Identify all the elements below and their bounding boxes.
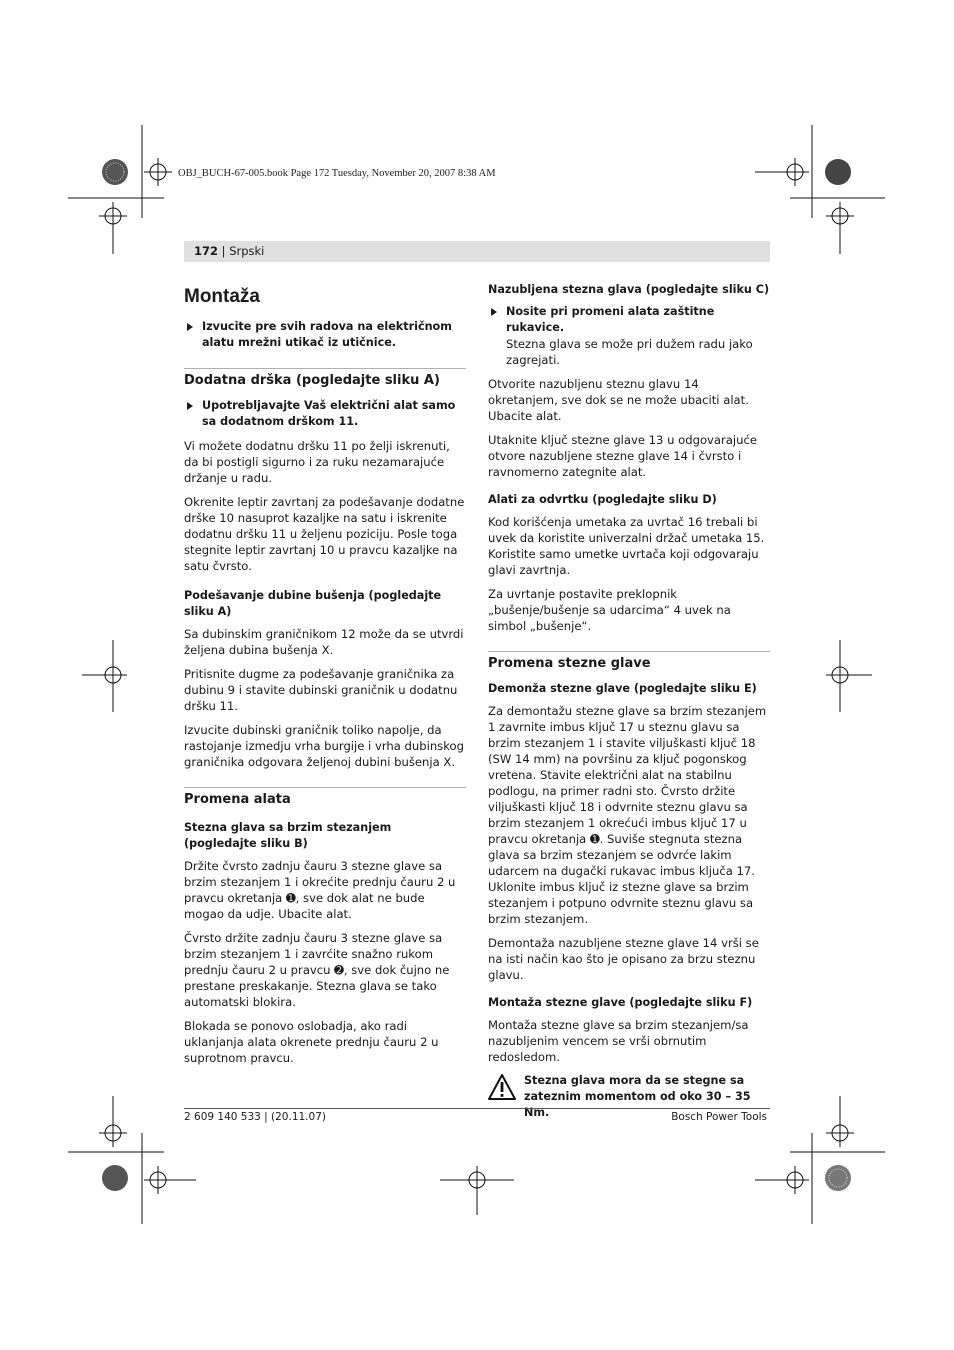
bullet-text: Upotrebljavajte Vaš električni alat samo sa dodatnom drškom 11. [202, 399, 456, 428]
page-number: 172 [194, 244, 219, 258]
subheading-chuck-removal: Demonža stezne glave (pogledajte sliku E) [488, 682, 757, 695]
paragraph: Demontaža nazubljene stezne glave 14 vrši se na isti način kao što je opisano za brzu steznu glavu. [488, 936, 759, 982]
warning-text: Stezna glava mora da se stegne sa zateznim momentom od oko 30 – 35 Nm. [524, 1074, 751, 1119]
subheading-key-type-chuck: Nazubljena stezna glava (pogledajte sliku C) [488, 283, 770, 296]
paragraph: Montaža stezne glave sa brzim stezanjem/sa nazubljenim vencem se vrši obrnutim redosledom. [488, 1018, 749, 1064]
page-title: Montaža [184, 286, 260, 307]
paragraph: Otvorite nazubljenu steznu glavu 14 okretanjem, sve dok se ne može ubaciti alat. Ubacite alat. [488, 377, 749, 423]
paragraph: Okrenite leptir zavrtanj za podešavanje dodatne drške 10 nasuprot kazaljke na satu i iskrenite dodatnu dršku 11 u željenu poziciju. Posle toga stegnite leptir zavrtanj 10 u pravcu kazaljke na satu čvrsto. [184, 495, 465, 573]
footer-doc-number: 2 609 140 533 | (20.11.07) [184, 1111, 326, 1123]
header-language: Srpski [229, 244, 265, 258]
paragraph: Kod korišćenja umetaka za uvrtač 16 trebali bi uvek da koristite univerzalni držač umetaka 15. Koristite samo umetke uvrtača koji odgovaraju glavi zavrtnja. [488, 515, 765, 577]
paragraph: Za uvrtanje postavite preklopnik „bušenje/bušenje sa udarcima“ 4 uvek na simbol „bušenje“. [488, 587, 731, 633]
subheading-drilling-depth: Podešavanje dubine bušenja (pogledajte sliku A) [184, 589, 442, 618]
subheading-keyless-chuck: Stezna glava sa brzim stezanjem (pogledajte sliku B) [184, 821, 392, 850]
bullet-note: Stezna glava se može pri dužem radu jako zagrejati. [506, 337, 753, 367]
left-column [184, 282, 466, 1074]
footer-brand: Bosch Power Tools [671, 1111, 767, 1123]
paragraph: Držite čvrsto zadnju čauru 3 stezne glave sa brzim stezanjem 1 i okrećite prednju čauru 2 u pravcu okretanja ➊, sve dok alat ne bude mogao da udje. Ubacite alat. [184, 859, 456, 921]
section-heading-auxiliary-handle: Dodatna drška (pogledajte sliku A) [184, 368, 466, 389]
handle-bullet [184, 398, 466, 430]
bullet-arrow-icon [491, 308, 497, 316]
header-separator: | [218, 244, 230, 258]
paragraph: Čvrsto držite zadnju čauru 3 stezne glave sa brzim stezanjem 1 i zavrćite snažno rukom prednju čauru 2 u pravcu ➋, sve dok čujno ne prestane preskakanje. Stezna glava se tako automatski blokira. [184, 931, 450, 1009]
warning-triangle-icon [488, 1073, 516, 1101]
section-heading-tool-change: Promena alata [184, 787, 466, 808]
section-heading-chuck-change: Promena stezne glave [488, 651, 770, 672]
bullet-arrow-icon [187, 323, 193, 331]
gloves-bullet [488, 304, 770, 368]
warning-bullet [184, 319, 466, 351]
warning-text: Izvucite pre svih radova na električnom alatu mrežni utikač iz utičnice. [202, 320, 452, 349]
page-header-text [194, 244, 264, 258]
bullet-text: Nosite pri promeni alata zaštitne rukavice. [506, 305, 715, 334]
print-info-line: OBJ_BUCH-67-005.book Page 172 Tuesday, November 20, 2007 8:38 AM [178, 168, 496, 179]
paragraph: Pritisnite dugme za podešavanje graničnika za dubinu 9 i stavite dubinski graničnik u dodatnu dršku 11. [184, 667, 458, 713]
paragraph: Vi možete dodatnu dršku 11 po želji iskrenuti, da bi postigli sigurno i za ruku nezamarajuće držanje u radu. [184, 439, 450, 485]
subheading-screwdriver-bits: Alati za odvrtku (pogledajte sliku D) [488, 493, 717, 506]
bullet-arrow-icon [187, 402, 193, 410]
page-header-bar [184, 241, 770, 262]
right-column [488, 282, 770, 1121]
paragraph: Izvucite dubinski graničnik toliko napolje, da rastojanje izmedju vrha burgije i vrha dubinskog graničnika odgovara željenoj dubini bušenja X. [184, 723, 464, 769]
subheading-chuck-mounting: Montaža stezne glave (pogledajte sliku F) [488, 996, 753, 1009]
paragraph: Blokada se ponovo oslobadja, ako radi uklanjanja alata okrenete prednju čauru 2 u suprotnom pravcu. [184, 1019, 439, 1065]
paragraph: Za demontažu stezne glave sa brzim stezanjem 1 zavrnite imbus ključ 17 u steznu glavu sa brzim stezanjem 1 i stavite viljuškasti ključ 18 (SW 14 mm) na površinu za ključ pogonskog vretena. Stavite električni alat na stabilnu podlogu, na primer radni sto. Čvrsto držite viljuškasti ključ 18 i odvrnite steznu glavu sa brzim stezanjem 1 okrećući imbus ključ 17 u pravcu okretanja ➊. Suviše stegnuta stezna glava sa brzim stezanjem se odvrće lakim udarcem na dugački rukavac imbus ključa 17. Uklonite imbus ključ iz stezne glave sa brzim stezanjem i potpuno odvrnite steznu glavu sa brzim stezanjem. [488, 704, 767, 926]
page-footer [184, 1108, 770, 1123]
paragraph: Utaknite ključ stezne glave 13 u odgovarajuće otvore nazubljene stezne glave 14 i čvrsto i ravnomerno zategnite alat. [488, 433, 757, 479]
paragraph: Sa dubinskim graničnikom 12 može da se utvrdi željena dubina bušenja X. [184, 627, 464, 657]
